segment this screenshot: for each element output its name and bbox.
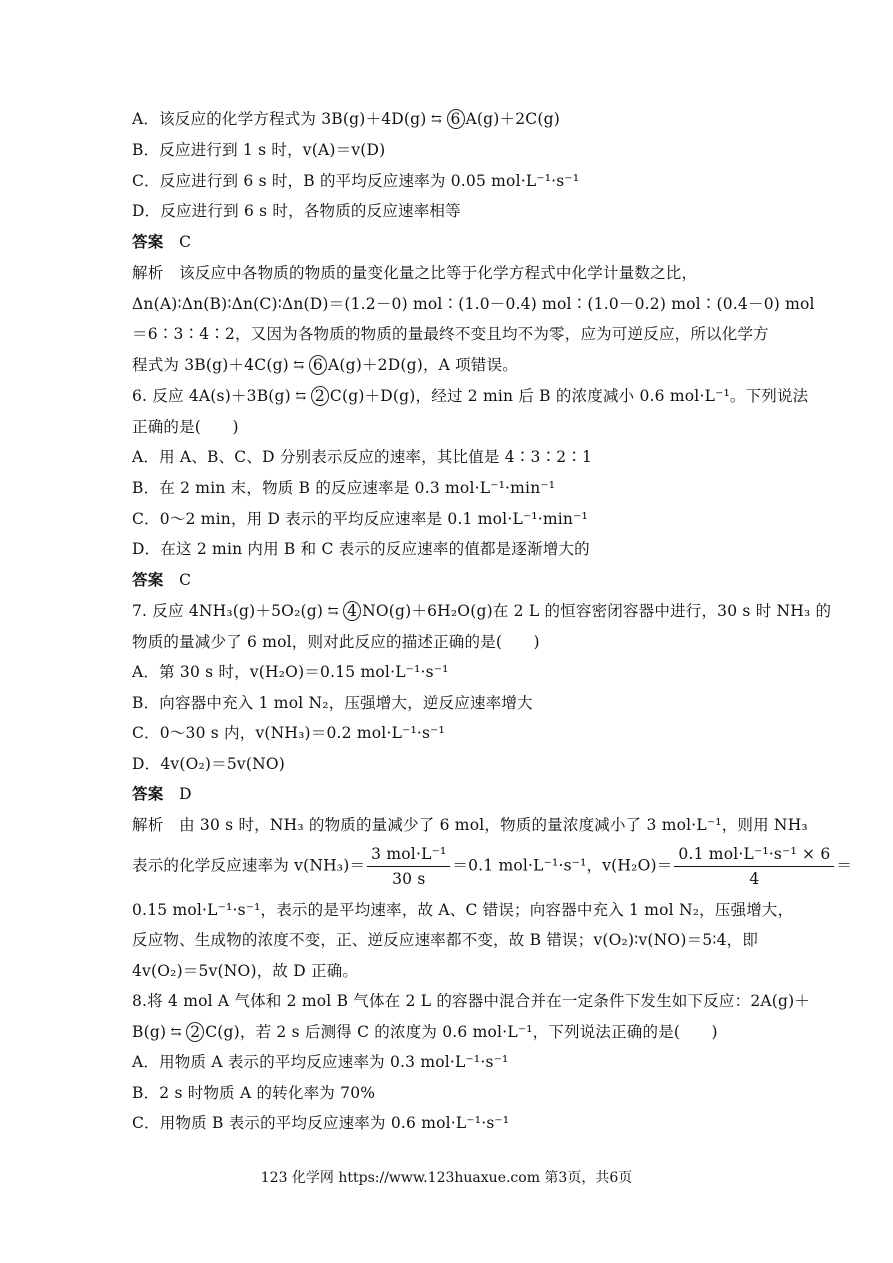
q5-option-c bbox=[132, 170, 762, 192]
q7-analysis-line-2-b: ＝0.1 mol·L⁻¹·s⁻¹，v(H₂O)＝ bbox=[452, 856, 673, 875]
q8-stem-line-1: 8.将 4 mol A 气体和 2 mol B 气体在 2 L 的容器中混合并在一定条件下发生如下反应：2A(g)＋ bbox=[132, 992, 811, 1010]
coefficient-circle: 6 bbox=[447, 109, 465, 129]
q5-analysis-line-1: 解析 该反应中各物质的物质的量变化量之比等于化学方程式中化学计量数之比， bbox=[132, 264, 698, 282]
q7-stem-a: 7. 反应 4NH₃(g)＋5O₂(g) bbox=[132, 602, 324, 620]
fraction-1-numerator: 3 mol·L⁻¹ bbox=[367, 844, 450, 867]
answer-label: 答案 bbox=[132, 784, 164, 803]
q6-answer bbox=[132, 569, 762, 591]
fraction-1-denominator: 30 s bbox=[392, 870, 426, 888]
q8-option-a: A．用物质 A 表示的平均反应速率为 0.3 mol·L⁻¹·s⁻¹ bbox=[132, 1053, 509, 1071]
q5-analysis-line-4-a: 程式为 3B(g)＋4C(g) bbox=[132, 356, 289, 374]
q5-option-d: D．反应进行到 6 s 时，各物质的反应速率相等 bbox=[132, 202, 461, 220]
q6-option-a: A．用 A、B、C、D 分别表示反应的速率，其比值是 4∶3∶2∶1 bbox=[132, 448, 593, 466]
q5-analysis-line-4-b: A(g)＋2D(g)，A 项错误。 bbox=[327, 356, 518, 374]
coefficient-circle: 6 bbox=[309, 355, 327, 375]
q6-option-b: B．在 2 min 末，物质 B 的反应速率是 0.3 mol·L⁻¹·min⁻¹ bbox=[132, 479, 556, 497]
q6-stem-a: 6. 反应 4A(s)＋3B(g) bbox=[132, 387, 291, 405]
q7-analysis-line-5: 4v(O₂)＝5v(NO)，故 D 正确。 bbox=[132, 962, 359, 980]
coefficient-circle: 2 bbox=[311, 386, 329, 406]
q5-option-c-unit: ⁻¹·s⁻¹ bbox=[536, 172, 580, 190]
q8-stem-b: C(g)，若 2 s 后测得 C 的浓度为 0.6 mol·L⁻¹，下列说法正确的是( ) bbox=[205, 1023, 718, 1041]
page-footer: 123 化学网 https://www.123huaxue.com 第3页，共6页 bbox=[260, 1170, 633, 1186]
q7-option-d: D．4v(O₂)＝5v(NO) bbox=[132, 755, 286, 773]
q8-option-c: C．用物质 B 表示的平均反应速率为 0.6 mol·L⁻¹·s⁻¹ bbox=[132, 1114, 510, 1132]
q6-stem-line-1 bbox=[132, 385, 809, 409]
q6-stem-line-2: 正确的是( ) bbox=[132, 418, 239, 436]
reversible-arrow-icon: ⇆ bbox=[295, 389, 307, 404]
q7-analysis-line-2-c: ＝ bbox=[836, 856, 853, 875]
q6-option-c: C．0～2 min，用 D 表示的平均反应速率是 0.1 mol·L⁻¹·min⁻¹ bbox=[132, 510, 588, 528]
q5-answer bbox=[132, 231, 762, 253]
q7-analysis-line-3: 0.15 mol·L⁻¹·s⁻¹，表示的是平均速率，故 A、C 错误；向容器中充入 1 mol N₂，压强增大， bbox=[132, 901, 794, 919]
q8-stem-line-2 bbox=[132, 1021, 762, 1045]
q5-option-a-text: A．该反应的化学方程式为 3B(g)＋4D(g) bbox=[132, 110, 427, 128]
q5-analysis-line-2: Δn(A)∶Δn(B)∶Δn(C)∶Δn(D)＝(1.2－0) mol∶(1.0－0.4) mol∶(1.0－0.2) mol∶(0.4－0) mol bbox=[132, 295, 815, 313]
q5-analysis-line-3: ＝6∶3∶4∶2，又因为各物质的物质的量最终不变且均不为零，应为可逆反应，所以化学方 bbox=[132, 325, 769, 343]
q6-stem-b: C(g)＋D(g)，经过 2 min 后 B 的浓度减小 0.6 mol·L⁻¹。下列说法 bbox=[329, 387, 809, 405]
q5-analysis-line-4 bbox=[132, 354, 762, 378]
fraction-2 bbox=[674, 844, 834, 889]
q7-analysis-line-1: 解析 由 30 s 时，NH₃ 的物质的量减少了 6 mol，物质的量浓度减小了 3 mol·L⁻¹，则用 NH₃ bbox=[132, 816, 808, 834]
fraction-2-numerator: 0.1 mol·L⁻¹·s⁻¹ × 6 bbox=[674, 844, 834, 867]
answer-value: D bbox=[179, 785, 192, 803]
answer-label: 答案 bbox=[132, 570, 164, 589]
answer-value: C bbox=[179, 571, 192, 589]
q5-option-a-tail: A(g)＋2C(g) bbox=[465, 110, 560, 128]
fraction-2-denominator: 4 bbox=[749, 870, 760, 888]
q7-option-b: B．向容器中充入 1 mol N₂，压强增大，逆反应速率增大 bbox=[132, 694, 533, 712]
q8-stem-a: B(g) bbox=[132, 1023, 167, 1041]
reversible-arrow-icon: ⇆ bbox=[293, 358, 305, 373]
q5-option-b: B．反应进行到 1 s 时，v(A)＝v(D) bbox=[132, 141, 386, 159]
q7-analysis-line-2-a: 表示的化学反应速率为 v(NH₃)＝ bbox=[132, 856, 366, 875]
q7-stem-b: NO(g)＋6H₂O(g)在 2 L 的恒容密闭容器中进行，30 s 时 NH₃ 的 bbox=[362, 602, 832, 620]
q5-option-a bbox=[132, 108, 762, 132]
answer-label: 答案 bbox=[132, 232, 164, 251]
q7-answer bbox=[132, 783, 762, 805]
q7-option-c: C．0～30 s 内，v(NH₃)＝0.2 mol·L⁻¹·s⁻¹ bbox=[132, 724, 445, 742]
reversible-arrow-icon: ⇆ bbox=[430, 112, 443, 127]
q5-option-c-text: C．反应进行到 6 s 时，B 的平均反应速率为 0.05 mol·L bbox=[132, 172, 537, 190]
q7-stem-line-1 bbox=[132, 600, 832, 624]
reversible-arrow-icon: ⇆ bbox=[327, 604, 339, 619]
q6-option-d: D．在这 2 min 内用 B 和 C 表示的反应速率的值都是逐渐增大的 bbox=[132, 540, 590, 558]
q8-option-b: B．2 s 时物质 A 的转化率为 70% bbox=[132, 1084, 376, 1102]
coefficient-circle: 4 bbox=[343, 601, 361, 621]
q7-option-a: A．第 30 s 时，v(H₂O)＝0.15 mol·L⁻¹·s⁻¹ bbox=[132, 663, 449, 681]
q7-stem-line-2: 物质的量减少了 6 mol，则对此反应的描述正确的是( ) bbox=[132, 633, 540, 651]
q7-analysis-line-2 bbox=[132, 844, 853, 889]
coefficient-circle: 2 bbox=[186, 1022, 204, 1042]
answer-value: C bbox=[179, 233, 192, 251]
fraction-1 bbox=[367, 844, 450, 889]
q7-analysis-line-4: 反应物、生成物的浓度不变，正、逆反应速率都不变，故 B 错误；v(O₂)∶v(NO)＝5∶4，即 bbox=[132, 931, 759, 949]
reversible-arrow-icon: ⇆ bbox=[170, 1025, 182, 1040]
